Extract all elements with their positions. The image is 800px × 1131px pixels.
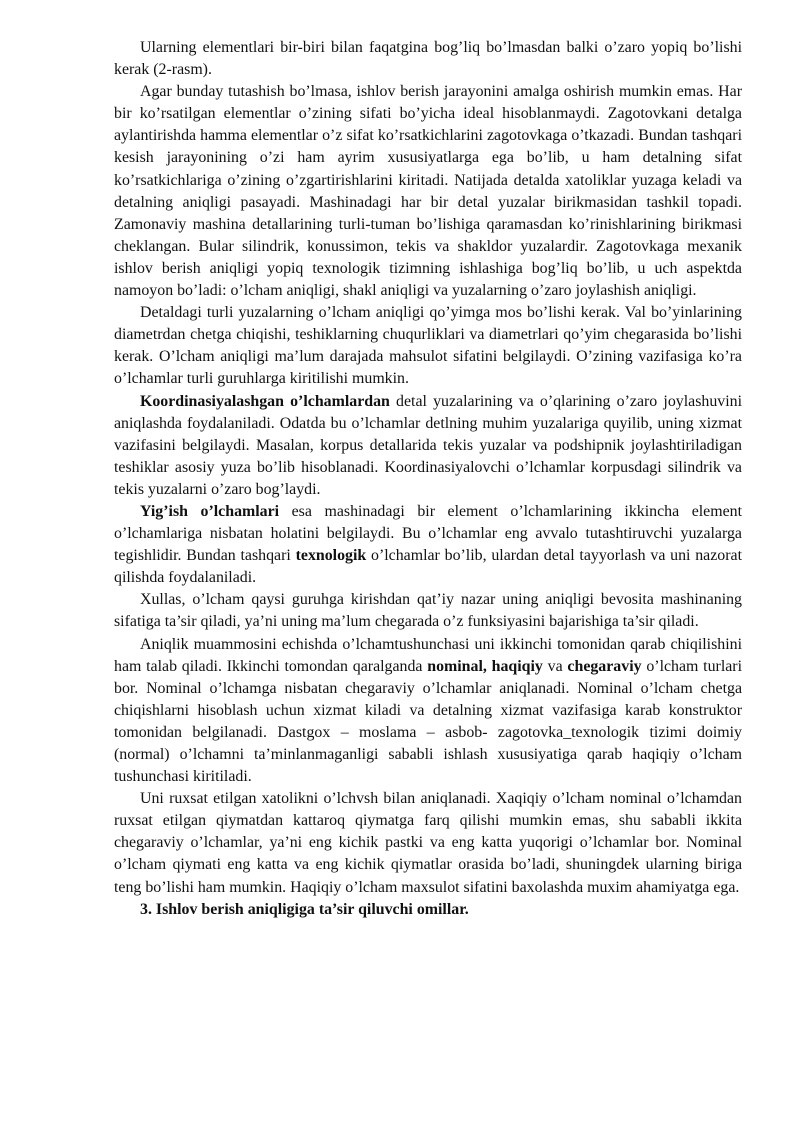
bold-term: Koordinasiyalashgan o’lchamlardan [140, 392, 390, 410]
paragraph [114, 302, 742, 390]
text-run: va [542, 657, 568, 675]
document-page [114, 37, 742, 921]
text-run: Aniqlik muammosini echishda o’lchamtushunchasi uni ikkinchi tomonidan qarab chiqilishini ham talab qiladi. Ikkinchi tomondan qaralganda [114, 635, 742, 675]
bold-term: chegaraviy [567, 657, 642, 675]
paragraph [114, 37, 742, 81]
bold-term: nominal, haqiqiy [427, 657, 543, 675]
paragraph [114, 501, 742, 589]
bold-term: texnologik [295, 547, 367, 565]
bold-term: Yig’ish o’lchamlari [140, 502, 280, 520]
paragraph [114, 81, 742, 302]
text-run: detal yuzalarining va o’qlarining o’zaro joylashuvini aniqlashda foydalaniladi. Odatda bu o’lchamlar detlning muhim yuzalariga quyilib, uning xizmat vazifasini belgilaydi. Masalan, korpus detallarida tekis yuzalar va podshipnik joylashtiriladigan teshiklar asosiy yuza bo’lib hisoblanadi. Koordinasiyalovchi o’lchamlar korpusdagi silindrik va tekis yuzalarni o’zaro bog’laydi. [114, 392, 742, 498]
section-heading: 3. Ishlov berish aniqligiga ta’sir qiluvchi omillar. [140, 900, 469, 918]
text-run: o’lchamlar bo’lib, ulardan detal tayyorlash va uni nazorat qilishda foydalaniladi. [114, 547, 742, 587]
text-run: Detaldagi turli yuzalarning o’lcham aniqligi qo’yimga mos bo’lishi kerak. Val bo’yinlarining diametrdan chetga chiqishi, teshiklarning chuqurliklari va diametrlari qo’yim chegarasida bo’lishi kerak. O’lcham aniqligi ma’lum darajada mahsulot sifatini belgilaydi. O’zining vazifasiga ko’ra o’lchamlar turli guruhlarga kiritilishi mumkin. [114, 304, 742, 388]
paragraph [114, 589, 742, 633]
text-run: Xullas, o’lcham qaysi guruhga kirishdan qat’iy nazar uning aniqligi bevosita mashinaning sifatiga ta’sir qiladi, ya’ni uning ma’lum chegarada o’z funksiyasini bajarishiga ta’sir qiladi. [114, 591, 742, 631]
text-run: Uni ruxsat etilgan xatolikni o’lchvsh bilan aniqlanadi. Xaqiqiy o’lcham nominal o’lchamdan ruxsat etilgan qiymatdan kattaroq qiymatga farq qilishi mumkin emas, shu sababli ikkita chegaraviy o’lchamlar, ya’ni eng kichik pastki va eng katta yuqorigi o’lchamlar bor. Nominal o’lcham qiymati eng katta va eng kichik qiymatlar orasida bo’ladi, shuningdek ularning biriga teng bo’lishi ham mumkin. Haqiqiy o’lcham maxsulot sifatini baxolashda muxim ahamiyatga ega. [114, 790, 742, 896]
paragraph [114, 391, 742, 501]
text-run: esa mashinadagi bir element o’lchamlarining ikkincha element o’lchamlariga nisbatan holatini belgilaydi. Bu o’lchamlar eng avvalo tutashtiruvchi yuzalarga tegishlidir. Bundan tashqari [114, 502, 742, 565]
paragraph [114, 634, 742, 789]
text-run: o’lcham turlari bor. Nominal o’lchamga nisbatan chegaraviy o’lchamlar aniqlanadi. Nominal o’lcham chetga chiqishlarni hisoblash uchun xizmat kiladi va detalning xizmat vazifasiga karab konstruktor tomonidan belgilanadi. Dastgox – moslama – asbob- zagotovka_texnologik tizimi doimiy (normal) o’lchamni ta’minlanmaganligi sababli ishlash xususiyatiga qarab haqiqiy o’lcham tushunchasi kiritiladi. [114, 657, 742, 786]
text-run: Ularning elementlari bir-biri bilan faqatgina bog’liq bo’lmasdan balki o’zaro yopiq bo’lishi kerak (2-rasm). [114, 39, 742, 79]
paragraph [114, 788, 742, 898]
text-run: Agar bunday tutashish bo’lmasa, ishlov berish jarayonini amalga oshirish mumkin emas. Har bir ko’rsatilgan elementlar o’zining sifati bo’yicha ideal hisoblanmaydi. Zagotovkani detalga aylantirishda hamma elementlar o’z sifat ko’rsatkichlarini zagotovkaga o’tkazadi. Bundan tashqari kesish jarayonining o’zi ham ayrim xususiyatlarga ega bo’lib, u ham detalning sifat ko’rsatkichlariga o’zining o’zgartirishlarini kiritadi. Natijada detalda xatoliklar yuzaga keladi va detalning aniqligi pasayadi. Mashinadagi har bir detal yuzalar birikmasidan tashkil topadi. Zamonaviy mashina detallarining turli-tuman bo’lishiga qaramasdan ko’rinishlarining birikmasi cheklangan. Bular silindrik, konussimon, tekis va shakldor yuzalardir. Zagotovkaga mexanik ishlov berish aniqligi yopiq texnologik tizimning ishlashiga bog’liq bo’lib, u uch aspektda namoyon bo’ladi: o’lcham aniqligi, shakl aniqligi va yuzalarning o’zaro joylashish aniqligi. [114, 83, 742, 300]
